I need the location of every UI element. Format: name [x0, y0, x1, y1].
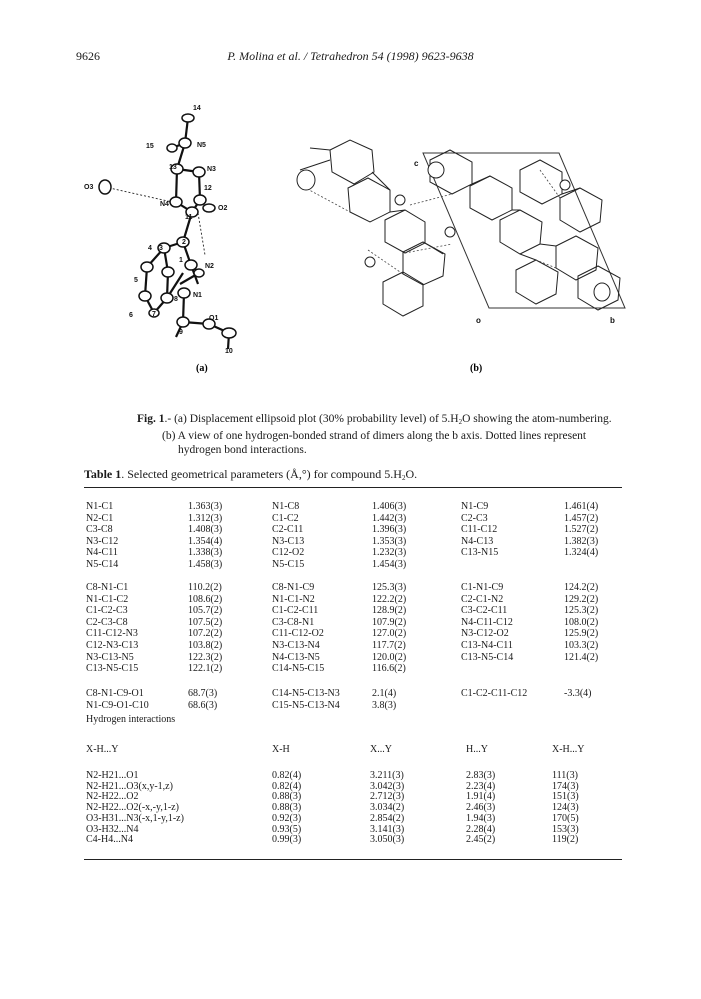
hbond-cell: 2.46(3)	[466, 802, 496, 814]
caption-line-a-end: O showing the atom-numbering.	[462, 413, 612, 425]
angle-value: 105.7(2)	[188, 605, 223, 617]
angle-value: 108.0(2)	[564, 616, 599, 628]
caption-line-a: .- (a) Displacement ellipsoid plot (30% probability level) of 5.H	[164, 413, 459, 425]
angle-value: 122.1(2)	[188, 663, 223, 675]
bond-value: 1.338(3)	[188, 547, 223, 559]
table-bottom-rule	[84, 859, 622, 860]
angle-label: C13-N4-C11	[461, 640, 513, 651]
bond-label: N3-C13	[272, 535, 305, 547]
axis-label-origin: o	[476, 316, 481, 325]
hbond-cell: 3.211(3)	[370, 770, 404, 781]
bond-label: C1-C2	[272, 512, 299, 524]
angle-value: 110.2(2)	[188, 582, 222, 593]
torsion-value: 68.6(3)	[188, 699, 218, 711]
angle-value: 122.3(2)	[188, 651, 223, 663]
table-title: Table 1. Selected geometrical parameters (Å,°) for compound $5.H_2O$.	[84, 467, 418, 482]
angle-label: C2-C3-C8	[86, 616, 128, 628]
torsion-label: C8-N1-C9-O1	[86, 688, 144, 699]
bond-value: 1.363(3)	[188, 501, 223, 512]
bond-value: 1.396(3)	[372, 524, 407, 536]
hbond-cell: 111(3)	[552, 770, 578, 781]
bond-value: 1.442(3)	[372, 512, 407, 524]
atom-label: O3	[84, 184, 94, 191]
torsion-label: C1-C2-C11-C12	[461, 688, 528, 699]
bond-label: C2-C3	[461, 512, 488, 524]
angle-value: 120.0(2)	[372, 651, 407, 663]
hbond-cell: O3-H31...N3(-x,1-y,1-z)	[86, 812, 184, 824]
atom-label: 5	[134, 277, 138, 284]
atom-label: 3	[159, 245, 163, 252]
caption-line-b: (b) A view of one hydrogen-bonded strand of dimers along the b axis. Dotted lines represent	[162, 430, 587, 442]
angle-label: C13-N5-C15	[86, 663, 139, 675]
bond-value: 1.457(2)	[564, 512, 599, 524]
bond-value: 1.232(3)	[372, 547, 407, 559]
hbond-cell: C4-H4...N4	[86, 834, 133, 846]
atom-label: 13	[169, 164, 177, 171]
hbond-title: Hydrogen interactions	[86, 714, 176, 725]
torsion-label: C14-N5-C13-N3	[272, 688, 340, 699]
atom-label: 15	[146, 143, 154, 150]
atom-label: 4	[148, 245, 152, 252]
atom-label: O1	[209, 315, 219, 322]
atom-label: 6	[129, 312, 133, 319]
angle-label: C1-C2-C3	[86, 605, 128, 617]
bond-value: 1.406(3)	[372, 501, 407, 512]
atom-label: N3	[207, 166, 216, 173]
hbond-cell: 174(3)	[552, 780, 579, 792]
bond-value: 1.461(4)	[564, 501, 599, 512]
bond-label: C2-C11	[272, 524, 304, 536]
angle-label: N4-C13-N5	[272, 651, 320, 663]
bond-label: N5-C15	[272, 559, 305, 570]
hbond-cell: 2.83(3)	[466, 770, 496, 781]
angle-value: 107.9(2)	[372, 616, 407, 628]
hbond-cell: 0.99(3)	[272, 834, 302, 846]
hbond-cell: N2-H22...O2	[86, 791, 139, 803]
packing-diagram	[297, 140, 625, 325]
torsion-label: N1-C9-O1-C10	[86, 699, 149, 711]
atom-label: 11	[185, 214, 193, 221]
bond-label: N4-C11	[86, 547, 118, 559]
angle-label: C8-N1-C9	[272, 582, 315, 593]
angle-label: C3-C8-N1	[272, 616, 315, 628]
atom-label: 14	[193, 105, 201, 112]
angle-label: C8-N1-C1	[86, 582, 129, 593]
hbond-column-header: X-H...Y	[86, 744, 119, 755]
hbond-cell: 3.034(2)	[370, 802, 405, 814]
bond-label: N4-C13	[461, 535, 494, 547]
atom-label: 12	[204, 185, 212, 192]
bond-label: C12-O2	[272, 547, 305, 559]
hbond-cell: N2-H21...O3(x,y-1,z)	[86, 780, 173, 792]
angle-label: C2-C1-N2	[461, 593, 504, 605]
hbond-cell: 151(3)	[552, 791, 579, 803]
hbond-column-header: X-H...Y	[552, 744, 585, 755]
angle-value: 122.2(2)	[372, 593, 407, 605]
bond-value: 1.353(3)	[372, 535, 407, 547]
atom-label: 1	[179, 257, 183, 264]
hbond-cell: 2.28(4)	[466, 823, 496, 835]
hbond-cell: 153(3)	[552, 823, 579, 835]
torsion-value: 3.8(3)	[372, 699, 397, 711]
caption-sub: 2	[458, 418, 463, 426]
bond-label: N1-C1	[86, 501, 114, 512]
atom-label: 2	[182, 239, 186, 246]
angle-label: C1-C2-C11	[272, 605, 319, 617]
angle-label: C13-N5-C14	[461, 651, 514, 663]
hbond-cell: 2.854(2)	[370, 812, 405, 824]
hbond-cell: 0.82(4)	[272, 780, 302, 792]
bond-label: C3-C8	[86, 524, 113, 536]
hbond-cell: 3.050(3)	[370, 834, 405, 846]
angle-value: 125.9(2)	[564, 628, 599, 640]
torsion-value: -3.3(4)	[564, 688, 592, 699]
hbond-cell: 170(5)	[552, 812, 579, 824]
angle-label: N4-C11-C12	[461, 616, 513, 628]
angle-value: 103.8(2)	[188, 640, 223, 651]
running-header: P. Molina et al. / Tetrahedron 54 (1998) 9623-9638	[227, 49, 474, 63]
angle-label: C11-C12-N3	[86, 628, 138, 640]
hbond-cell: 0.88(3)	[272, 791, 302, 803]
figure-1	[0, 92, 701, 382]
atom-label: 10	[225, 348, 233, 355]
caption-fig-number: Fig. 1	[137, 413, 165, 425]
atom-label: 8	[174, 296, 178, 303]
axis-label-b: b	[610, 316, 615, 325]
angle-label: N3-C13-N5	[86, 651, 134, 663]
angle-value: 121.4(2)	[564, 651, 599, 663]
page-number: 9626	[76, 49, 100, 63]
bond-value: 1.458(3)	[188, 559, 223, 570]
angle-label: N1-C1-N2	[272, 593, 315, 605]
bond-label: C13-N15	[461, 547, 499, 559]
hbond-cell: 0.93(5)	[272, 823, 302, 835]
bond-value: 1.454(3)	[372, 559, 407, 570]
angle-value: 117.7(2)	[372, 640, 406, 651]
angle-value: 127.0(2)	[372, 628, 407, 640]
atom-label: O2	[218, 205, 228, 212]
hbond-cell: N2-H22...O2(-x,-y,1-z)	[86, 802, 179, 814]
bond-label: N1-C8	[272, 501, 300, 512]
angle-label: N3-C12-O2	[461, 628, 509, 640]
angle-value: 129.2(2)	[564, 593, 599, 605]
torsion-value: 68.7(3)	[188, 688, 218, 699]
hbond-cell: 3.141(3)	[370, 823, 405, 835]
angle-value: 128.9(2)	[372, 605, 407, 617]
bond-value: 1.312(3)	[188, 512, 223, 524]
panel-label-b: (b)	[470, 363, 483, 374]
atom-label: N5	[197, 142, 206, 149]
atom-label: N1	[193, 292, 202, 299]
angle-label: C11-C12-O2	[272, 628, 324, 640]
torsion-label: C15-N5-C13-N4	[272, 699, 340, 711]
bond-label: C11-C12	[461, 524, 498, 536]
hbond-cell: 2.712(3)	[370, 791, 405, 803]
figure-caption	[137, 412, 637, 457]
angle-value: 125.3(2)	[564, 605, 599, 617]
angle-label: C12-N3-C13	[86, 640, 139, 651]
angle-label: C14-N5-C15	[272, 663, 325, 675]
hbond-cell: O3-H32...N4	[86, 823, 139, 835]
angle-label: C3-C2-C11	[461, 605, 508, 617]
hbond-column-header: H...Y	[466, 744, 488, 755]
caption-line-c: hydrogen bond interactions.	[178, 444, 307, 456]
axis-label-c: c	[414, 159, 419, 168]
atom-labels	[84, 105, 233, 355]
angle-value: 125.3(3)	[372, 582, 407, 593]
hbond-cell: 0.82(4)	[272, 770, 302, 781]
bond-label: N2-C1	[86, 512, 114, 524]
hbond-cell: 1.91(4)	[466, 791, 496, 803]
hbond-cell: 3.042(3)	[370, 780, 405, 792]
bond-label: N1-C9	[461, 501, 489, 512]
angle-label: N3-C13-N4	[272, 640, 320, 651]
angle-value: 103.3(2)	[564, 640, 599, 651]
hbond-cell: 124(3)	[552, 802, 579, 814]
panel-label-a: (a)	[196, 363, 208, 374]
hbond-column-header: X-H	[272, 744, 290, 755]
hbond-cell: 2.45(2)	[466, 834, 496, 846]
atom-label: N4	[160, 201, 169, 208]
angle-value: 107.5(2)	[188, 616, 223, 628]
atom-label: 9	[179, 329, 183, 336]
bond-value: 1.324(4)	[564, 547, 599, 559]
hbond-column-header: X...Y	[370, 744, 392, 755]
hbond-cell: 2.23(4)	[466, 780, 496, 792]
bond-value: 1.527(2)	[564, 524, 599, 536]
atom-label: 7	[152, 311, 156, 318]
bond-label: N3-C12	[86, 535, 119, 547]
bond-value: 1.382(3)	[564, 535, 599, 547]
hbond-cell: N2-H21...O1	[86, 770, 139, 781]
table-top-rule	[84, 487, 622, 488]
bond-value: 1.354(4)	[188, 535, 223, 547]
angle-value: 108.6(2)	[188, 593, 223, 605]
angle-value: 124.2(2)	[564, 582, 599, 593]
bond-value: 1.408(3)	[188, 524, 223, 536]
hbond-cell: 0.88(3)	[272, 802, 302, 814]
hbond-cell: 0.92(3)	[272, 812, 302, 824]
hbond-cell: 119(2)	[552, 834, 579, 846]
angle-label: C1-N1-C9	[461, 582, 504, 593]
angle-label: N1-C1-C2	[86, 593, 129, 605]
angle-value: 107.2(2)	[188, 628, 223, 640]
hbond-cell: 1.94(3)	[466, 812, 496, 824]
angle-value: 116.6(2)	[372, 663, 406, 675]
torsion-value: 2.1(4)	[372, 688, 397, 699]
atom-label: N2	[205, 263, 214, 270]
bond-label: N5-C14	[86, 559, 119, 570]
